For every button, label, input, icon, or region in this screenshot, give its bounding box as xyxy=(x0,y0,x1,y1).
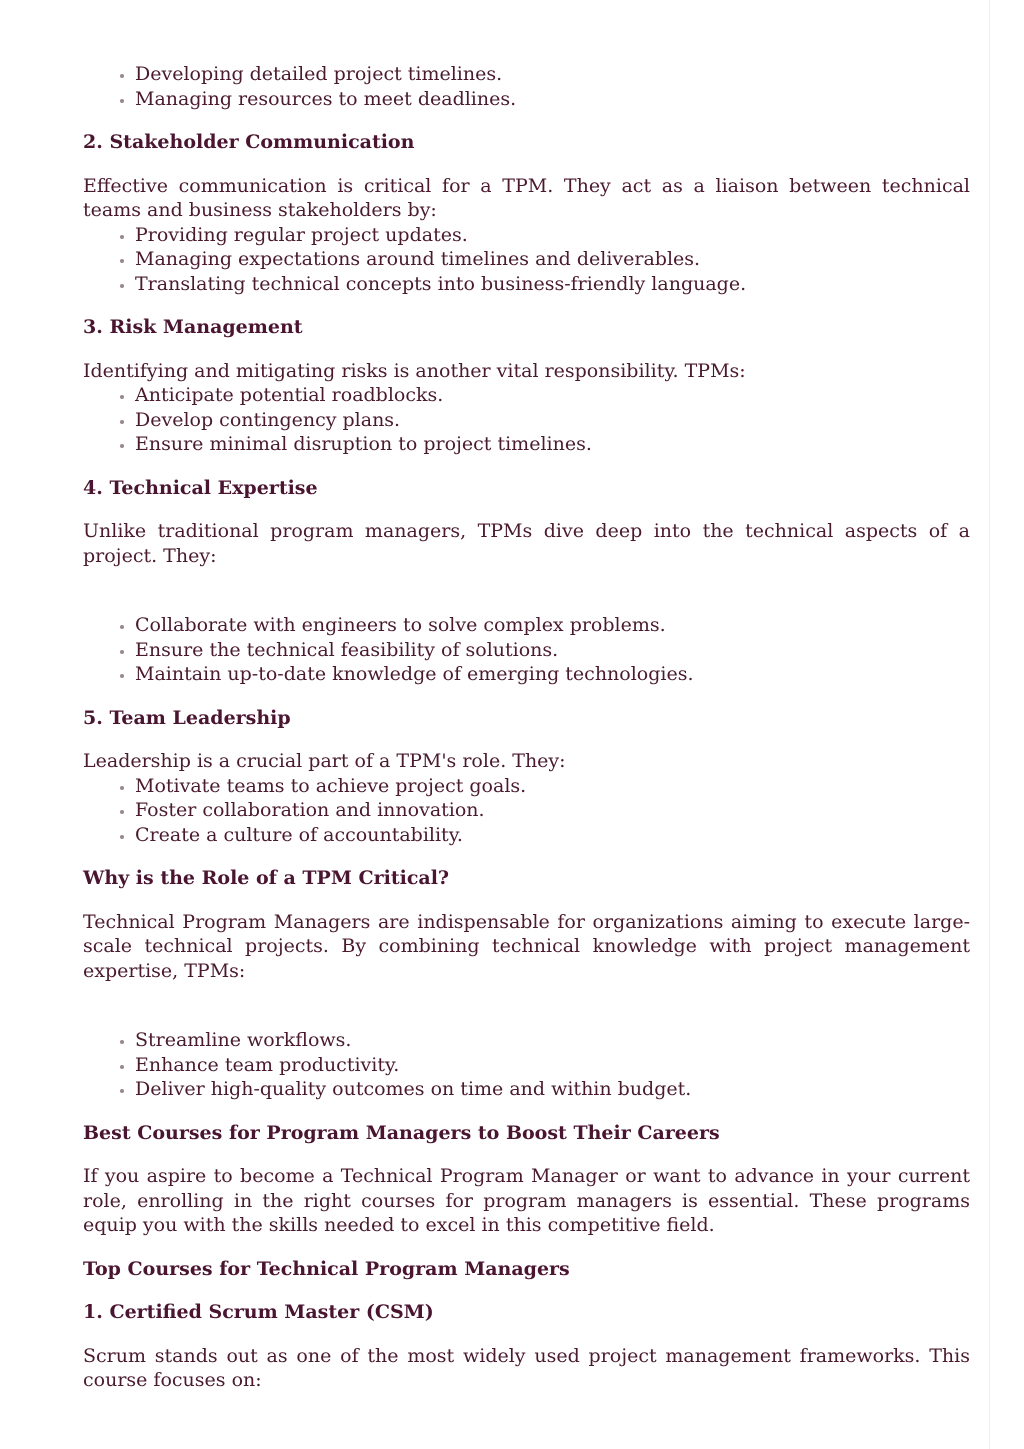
bullet-list-intro xyxy=(83,62,970,111)
section-heading-risk-management: 3. Risk Management xyxy=(83,316,303,338)
list-item: • Developing detailed project timelines. xyxy=(135,62,970,87)
list-item: • Ensure minimal disruption to project timelines. xyxy=(135,432,970,457)
list-item: • Motivate teams to achieve project goals. xyxy=(135,774,970,799)
section-paragraph-certified-scrum-master: Scrum stands out as one of the most widely used project management frameworks. This course focuses on: xyxy=(83,1344,970,1391)
list-item: • Collaborate with engineers to solve complex problems. xyxy=(135,613,970,638)
list-item: • Managing expectations around timelines and deliverables. xyxy=(135,247,970,272)
bullet-list-why-tpm-critical xyxy=(83,1028,970,1102)
section-heading-technical-expertise: 4. Technical Expertise xyxy=(83,476,318,499)
list-item: • Maintain up-to-date knowledge of emerging technologies. xyxy=(135,662,970,687)
section-heading-why-tpm-critical: Why is the Role of a TPM Critical? xyxy=(83,867,450,889)
section-paragraph-why-tpm-critical: Technical Program Managers are indispensable for organizations aiming to execute large-scale technical projects. By combining technical knowledge with project management expertise, TPMs: xyxy=(83,910,970,982)
section-heading-team-leadership: 5. Team Leadership xyxy=(83,706,291,729)
section-paragraph-team-leadership: Leadership is a crucial part of a TPM's role. They: xyxy=(83,750,566,772)
section-heading-stakeholder-communication: 2. Stakeholder Communication xyxy=(83,131,415,153)
section-paragraph-risk-management: Identifying and mitigating risks is another vital responsibility. TPMs: xyxy=(83,359,746,382)
list-item: • Providing regular project updates. xyxy=(135,223,970,248)
list-item: • Foster collaboration and innovation. xyxy=(135,798,970,823)
bullet-list-stakeholder-communication xyxy=(83,223,970,297)
list-item: • Develop contingency plans. xyxy=(135,408,970,433)
section-paragraph-best-courses: If you aspire to become a Technical Program Manager or want to advance in your current role, enrolling in the right courses for program managers is essential. These programs equip you with the skills needed to excel in this competitive field. xyxy=(83,1165,970,1236)
list-item: • Ensure the technical feasibility of solutions. xyxy=(135,638,970,663)
list-item: • Deliver high-quality outcomes on time and within budget. xyxy=(135,1077,970,1102)
article-body xyxy=(83,62,970,1393)
list-item: • Anticipate potential roadblocks. xyxy=(135,383,970,408)
list-item: • Create a culture of accountability. xyxy=(135,823,970,848)
paragraph-spacer xyxy=(83,983,970,1028)
section-paragraph-stakeholder-communication: Effective communication is critical for a TPM. They act as a liaison between technical teams and business stakeholders by: xyxy=(83,174,970,221)
list-item: • Enhance team productivity. xyxy=(135,1053,970,1078)
paragraph-spacer xyxy=(83,568,970,613)
bullet-list-team-leadership xyxy=(83,774,970,848)
list-item: • Translating technical concepts into business-friendly language. xyxy=(135,272,970,297)
section-paragraph-technical-expertise: Unlike traditional program managers, TPMs dive deep into the technical aspects of a project. They: xyxy=(83,520,970,567)
section-heading-top-courses: Top Courses for Technical Program Managers xyxy=(83,1257,570,1280)
section-heading-best-courses: Best Courses for Program Managers to Boost Their Careers xyxy=(83,1121,720,1144)
list-item: • Managing resources to meet deadlines. xyxy=(135,87,970,112)
bullet-list-technical-expertise xyxy=(83,613,970,687)
section-heading-certified-scrum-master: 1. Certified Scrum Master (CSM) xyxy=(83,1301,434,1323)
bullet-list-risk-management xyxy=(83,383,970,457)
list-item: • Streamline workflows. xyxy=(135,1028,970,1053)
